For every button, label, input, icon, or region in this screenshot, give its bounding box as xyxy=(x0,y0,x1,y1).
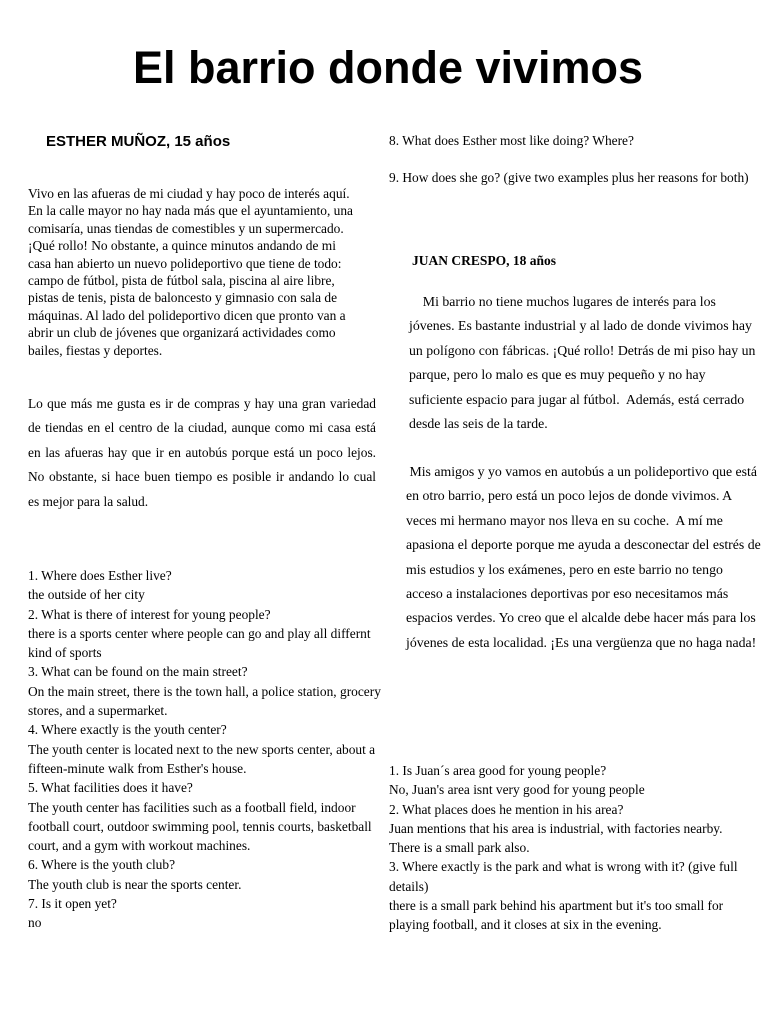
question-text: 8. What does Esther most like doing? Where? xyxy=(389,133,634,148)
question-text: 2. What places does he mention in his area? xyxy=(389,801,624,817)
question-text: 9. How does she go? (give two examples plus her reasons for both) xyxy=(389,170,749,186)
answer-text: The youth center has facilities such as a football field, indoor football court, outdoor swimming pool, tennis courts, basketball court, and a gym with workout machines. xyxy=(28,799,372,854)
answer-text: there is a small park behind his apartment but it's too small for playing football, and it closes at six in the evening. xyxy=(389,898,724,933)
esther-questions-continued xyxy=(389,131,755,188)
juan-paragraph-2: Mis amigos y yo vamos en autobús a un polideportivo que está en otro barrio, pero está un poco lejos de donde vivimos. A veces mi hermano mayor nos lleva en su coche. A mí me apasiona el deporte porque me ayuda a desconectar del estrés de mis estudios y los exámenes, pero en este barrio no tengo acceso a instalaciones deportivas por eso necesitamos más espacios verdes. Yo creo que el alcalde debe hacer más para los jóvenes de esta localidad. ¡Es una vergüenza que no haga nada! xyxy=(406,464,765,650)
esther-paragraph-1: Vivo en las afueras de mi ciudad y hay poco de interés aquí. En la calle mayor no hay nada más que el ayuntamiento, una comisaría, unas tiendas de comestibles y un supermercado. ¡Qué rollo! No obstante, a quince minutos andando de mi casa han abierto un nuevo polideportivo que tiene de todo: campo de fútbol, pista de fútbol sala, piscina al aire libre, pistas de tenis, pista de baloncesto y gimnasio con sala de máquinas. Al lado del polideportivo dicen que pronto van a abrir un club de jóvenes que organizará actividades como bailes, fiestas y deportes. xyxy=(28,186,353,358)
answer-text: On the main street, there is the town hall, a police station, grocery stores, and a supermarket. xyxy=(28,683,381,719)
question-item xyxy=(28,855,390,894)
page-title: El barrio donde vivimos xyxy=(132,42,644,93)
question-item xyxy=(28,566,390,605)
answer-text: The youth club is near the sports center. xyxy=(28,876,242,892)
question-item xyxy=(389,761,755,800)
juan-questions xyxy=(389,761,755,935)
answer-text: no xyxy=(28,915,42,931)
question-text: 4. Where exactly is the youth center? xyxy=(28,722,227,738)
question-text: 1. Is Juan´s area good for young people? xyxy=(389,763,607,778)
question-text: 6. Where is the youth club? xyxy=(28,857,176,873)
juan-paragraph-1: Mi barrio no tiene muchos lugares de interés para los jóvenes. Es bastante industrial y al lado de donde vivimos hay un polígono con fábricas. ¡Qué rollo! Detrás de mi piso hay un parque, pero lo malo es que es muy pequeño y no hay suficiente espacio para jugar al fútbol. Además, está cerrado desde las seis de la tarde. xyxy=(409,294,759,432)
question-item xyxy=(28,778,390,855)
question-text: 5. What facilities does it have? xyxy=(28,780,193,796)
question-text: 3. What can be found on the main street? xyxy=(28,664,248,680)
answer-text: The youth center is located next to the new sports center, about a fifteen-minute walk from Esther's house. xyxy=(28,741,376,776)
answer-text: No, Juan's area isnt very good for young people xyxy=(389,782,645,798)
question-text: 2. What is there of interest for young people? xyxy=(28,606,271,622)
question-text: 3. Where exactly is the park and what is wrong with it? (give full details) xyxy=(389,859,738,894)
answer-text: Juan mentions that his area is industrial, with factories nearby. There is a small park also. xyxy=(389,820,723,856)
question-item xyxy=(28,894,390,933)
question-item xyxy=(389,857,755,934)
question-text: 7. Is it open yet? xyxy=(28,896,117,912)
question-item xyxy=(28,662,390,720)
answer-text: the outside of her city xyxy=(28,587,145,603)
esther-questions xyxy=(28,566,390,933)
esther-heading: ESTHER MUÑOZ, 15 años xyxy=(46,133,231,150)
question-item xyxy=(389,800,755,858)
esther-paragraph-2: Lo que más me gusta es ir de compras y hay una gran variedad de tiendas en el centro de la ciudad, aunque como mi casa está en las afueras hay que ir en autobús porque está un poco lejos. No obstante, si hace buen tiempo es posible ir andando lo cual es mejor para la salud. xyxy=(28,396,376,509)
answer-text: there is a sports center where people can go and play all differnt kind of sports xyxy=(28,625,371,661)
question-item xyxy=(28,605,390,663)
question-item xyxy=(28,720,390,778)
question-text: 1. Where does Esther live? xyxy=(28,568,172,583)
juan-heading: JUAN CRESPO, 18 años xyxy=(412,253,557,268)
